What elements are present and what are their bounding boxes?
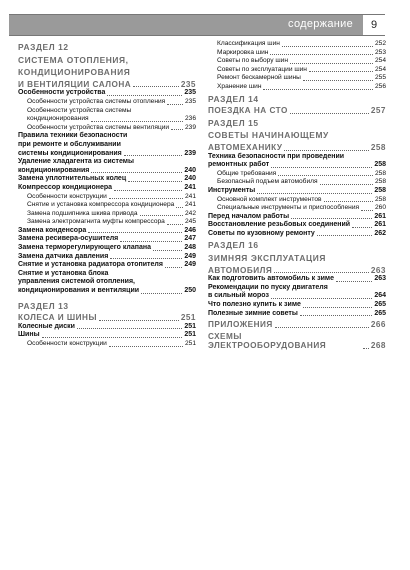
toc-entry[interactable] [208, 292, 386, 301]
toc-entry[interactable] [18, 287, 196, 296]
page-header [9, 14, 385, 36]
toc-entry[interactable] [208, 204, 386, 213]
toc-entry[interactable] [18, 340, 196, 349]
dot-leader [309, 71, 373, 72]
toc-page-number: 258 [374, 195, 386, 203]
dot-leader [91, 172, 182, 173]
toc-entry-title: Маркировка шин [217, 48, 269, 56]
toc-page-number: 268 [370, 341, 386, 351]
dot-leader [303, 307, 372, 308]
section-heading: СОВЕТЫ НАЧИНАЮЩЕМУ [208, 130, 329, 141]
toc-entry-title: Замена уплотнительных колец [18, 175, 127, 183]
toc-entry-title: И ВЕНТИЛЯЦИИ САЛОНА [18, 79, 132, 89]
toc-entry-title: Рекомендации по пуску двигателя [208, 283, 328, 291]
toc-page-number: 258 [370, 142, 386, 152]
toc-entry-title: Снятие и установка блока [18, 269, 109, 277]
dot-leader [171, 129, 183, 130]
toc-page-number: 258 [374, 186, 386, 194]
dot-leader [114, 190, 182, 191]
toc-page-number: 240 [184, 175, 196, 183]
toc-page-number: 254 [374, 65, 386, 73]
section-heading: ЗИМНЯЯ ЭКСПЛУАТАЦИЯ [208, 253, 326, 264]
dot-leader [128, 181, 182, 182]
toc-page-number: 240 [184, 166, 196, 174]
toc-entry[interactable] [208, 74, 386, 83]
toc-entry-title: Безопасный подъем автомобиля [217, 178, 318, 186]
toc-entry-title: Колесные диски [18, 322, 75, 330]
dot-leader [291, 218, 372, 219]
toc-entry-title: Особенности конструкции [27, 192, 107, 200]
toc-entry-title: при ремонте и обслуживании [18, 140, 121, 148]
toc-section-entry[interactable] [18, 313, 196, 323]
dot-leader [153, 250, 182, 251]
dot-leader [99, 320, 179, 321]
section-heading: РАЗДЕЛ 16 [208, 240, 259, 251]
toc-entry-title: Что полезно купить к зиме [208, 301, 301, 309]
dot-leader [324, 201, 373, 202]
toc-section-entry[interactable] [208, 332, 386, 351]
dot-leader [167, 104, 183, 105]
section-heading: КОНДИЦИОНИРОВАНИЯ [18, 67, 131, 78]
dot-leader [120, 241, 182, 242]
toc-page-number: 235 [180, 79, 196, 89]
toc-page-number: 248 [184, 244, 196, 252]
dot-leader [303, 80, 373, 81]
section-heading: РАЗДЕЛ 13 [18, 300, 69, 311]
toc-entry[interactable] [18, 331, 196, 340]
toc-entry-title: Техника безопасности при проведении [208, 152, 345, 160]
dot-leader [107, 95, 182, 96]
toc-entry-title: Хранение шин [217, 82, 262, 90]
toc-page-number: 241 [184, 192, 196, 200]
toc-entry-title: Удаление хладагента из системы [18, 158, 134, 166]
dot-leader [275, 327, 369, 328]
dot-leader [363, 348, 369, 349]
toc-entry-line [18, 141, 196, 150]
toc-entry[interactable] [18, 115, 196, 124]
toc-entry-title: системы кондиционирования [18, 149, 122, 157]
toc-page-number: 252 [374, 40, 386, 47]
toc-entry[interactable] [208, 196, 386, 205]
toc-page-number: 265 [374, 309, 386, 317]
toc-left-column [18, 40, 196, 349]
toc-entry-title: Основной комплект инструментов [217, 195, 322, 203]
dot-leader [317, 235, 372, 236]
toc-entry[interactable] [208, 161, 386, 170]
toc-entry[interactable] [18, 98, 196, 107]
toc-entry-title: Специальные инструменты и приспособления [217, 204, 360, 212]
toc-entry-title: КОЛЕСА И ШИНЫ [18, 313, 97, 323]
toc-page-number: 260 [374, 204, 386, 212]
dot-leader [88, 232, 182, 233]
toc-page-number: 251 [184, 340, 196, 347]
toc-page-number: 266 [370, 320, 386, 330]
toc-page-number: 239 [184, 149, 196, 157]
dot-leader [257, 193, 372, 194]
section-heading: РАЗДЕЛ 15 [208, 117, 259, 128]
toc-entry-title: Замена датчика давления [18, 252, 109, 260]
toc-page-number: 258 [374, 169, 386, 177]
dot-leader [140, 215, 183, 216]
toc-page-number: 256 [374, 82, 386, 90]
dot-leader [271, 167, 372, 168]
toc-entry-line [18, 158, 196, 167]
toc-entry[interactable] [208, 230, 386, 239]
toc-entry-line [18, 132, 196, 141]
header-title: содержание [288, 18, 353, 30]
toc-entry-title: Правила техники безопасности [18, 132, 128, 140]
dot-leader [77, 328, 182, 329]
toc-page-number: 264 [374, 292, 386, 300]
toc-entry-title: Особенности устройства системы отопления [27, 97, 166, 105]
dot-leader [361, 210, 373, 211]
toc-entry[interactable] [18, 218, 196, 227]
toc-page-number: 255 [374, 74, 386, 82]
dot-leader [124, 155, 183, 156]
toc-entry-line [208, 153, 386, 162]
toc-entry-title: Компрессор кондиционера [18, 183, 113, 191]
toc-entry-title: Советы по выбору шин [217, 57, 288, 65]
toc-entry[interactable] [18, 150, 196, 159]
toc-section-entry[interactable] [208, 143, 386, 153]
toc-page-number: 249 [184, 252, 196, 260]
toc-entry-title: Полезные зимние советы [208, 309, 298, 317]
toc-entry-title: Замена конденсора [18, 226, 87, 234]
section-heading: СИСТЕМА ОТОПЛЕНИЯ, [18, 54, 129, 65]
toc-entry-title: ремонтных работ [208, 161, 270, 169]
toc-page-number: 235 [184, 89, 196, 97]
section-heading: РАЗДЕЛ 14 [208, 93, 259, 104]
dot-leader [270, 54, 373, 55]
toc-page-number: 249 [184, 261, 196, 269]
toc-entry-title: Замена подшипника шкива привода [27, 209, 138, 217]
toc-entry-title: кондиционирования [27, 115, 89, 123]
dot-leader [278, 175, 373, 176]
toc-entry[interactable] [18, 193, 196, 202]
toc-page-number: 265 [374, 301, 386, 309]
toc-entry-title: Особенности устройства системы вентиляции [27, 123, 170, 131]
toc-entry-title: управления системой отопления, [18, 278, 135, 286]
toc-page-number: 251 [184, 322, 196, 330]
dot-leader [274, 272, 369, 273]
toc-entry-title: Классификация шин [217, 40, 280, 47]
toc-entry[interactable] [18, 201, 196, 210]
toc-entry[interactable] [18, 184, 196, 193]
dot-leader [300, 315, 372, 316]
toc-entry-title: Замена терморегулирующего клапана [18, 244, 151, 252]
toc-page-number: 263 [374, 275, 386, 283]
dot-leader [290, 63, 373, 64]
toc-entry-title: Замена ресивера-осушителя [18, 235, 119, 243]
toc-entry[interactable] [208, 57, 386, 66]
toc-entry[interactable] [18, 261, 196, 270]
toc-entry-title: Советы по эксплуатации шин [217, 65, 307, 73]
toc-entry-title: Общие требования [217, 169, 277, 177]
toc-entry[interactable] [18, 167, 196, 176]
toc-entry-title: СХЕМЫ ЭЛЕКТРООБОРУДОВАНИЯ [208, 331, 327, 351]
dot-leader [263, 89, 373, 90]
section-heading: РАЗДЕЛ 12 [18, 42, 69, 52]
toc-entry-title: Шины [18, 331, 40, 339]
toc-entry-title: Особенности устройства системы [27, 106, 132, 114]
toc-entry-title: АВТОМЕХАНИКУ [208, 142, 283, 152]
toc-entry-title: Замена электромагнита муфты компрессора [27, 218, 165, 226]
toc-entry[interactable] [208, 178, 386, 187]
toc-entry-title: Восстановление резьбовых соединений [208, 221, 351, 229]
dot-leader [42, 337, 183, 338]
toc-section-entry[interactable] [208, 266, 386, 276]
toc-entry[interactable] [18, 175, 196, 184]
dot-leader [336, 281, 372, 282]
dot-leader [133, 86, 179, 87]
dot-leader [352, 227, 372, 228]
toc-page-number: 261 [374, 212, 386, 220]
toc-entry-title: кондиционирования и вентиляции [18, 287, 140, 295]
toc-section-entry[interactable] [18, 80, 196, 90]
toc-page-number: 245 [184, 218, 196, 226]
toc-entry-title: Особенности конструкции [27, 340, 107, 347]
toc-page-number: 242 [184, 209, 196, 217]
toc-entry-title: Инструменты [208, 186, 256, 194]
toc-entry[interactable] [18, 244, 196, 253]
section-gap [18, 296, 196, 299]
toc-page-number: 241 [184, 201, 196, 209]
dot-leader [290, 113, 369, 114]
toc-entry-title: АВТОМОБИЛЯ [208, 265, 273, 275]
toc-entry-title: Снятие и установка компрессора кондиционера [27, 201, 175, 209]
toc-page-number: 235 [184, 97, 196, 105]
toc-entry-title: в сильный мороз [208, 292, 269, 300]
toc-page-number: 241 [184, 183, 196, 191]
toc-entry[interactable] [18, 227, 196, 236]
toc-entry-title: Как подготовить автомобиль к зиме [208, 275, 334, 283]
dot-leader [271, 298, 372, 299]
dot-leader [109, 346, 183, 347]
toc-entry[interactable] [208, 221, 386, 230]
toc-page-number: 239 [184, 123, 196, 131]
toc-entry[interactable] [208, 40, 386, 49]
toc-page-number: 251 [184, 331, 196, 339]
dot-leader [141, 293, 182, 294]
toc-entry[interactable] [18, 253, 196, 262]
toc-entry-title: ПОЕЗДКА НА СТО [208, 106, 288, 116]
toc-entry[interactable] [18, 323, 196, 332]
toc-entry[interactable] [208, 49, 386, 58]
toc-entry-title: кондиционирования [18, 166, 90, 174]
toc-page-number: 258 [374, 178, 386, 186]
dot-leader [165, 267, 182, 268]
toc-entry[interactable] [208, 213, 386, 222]
toc-page-number: 261 [374, 221, 386, 229]
toc-entry-title: Снятие и установка радиатора отопителя [18, 261, 163, 269]
toc-entry[interactable] [208, 83, 386, 92]
dot-leader [110, 258, 182, 259]
toc-entry-title: ПРИЛОЖЕНИЯ [208, 320, 273, 330]
toc-page-number: 263 [370, 265, 386, 275]
toc-page-number: 257 [370, 106, 386, 116]
toc-entry-title: Советы по кузовному ремонту [208, 229, 315, 237]
toc-entry[interactable] [208, 301, 386, 310]
toc-entry-title: Особенности устройства [18, 89, 106, 97]
toc-page-number: 254 [374, 57, 386, 65]
toc-section-entry[interactable] [208, 106, 386, 116]
toc-entry[interactable] [208, 275, 386, 284]
toc-entry-title: Перед началом работы [208, 212, 290, 220]
dot-leader [282, 46, 373, 47]
toc-page-number: 247 [184, 235, 196, 243]
dot-leader [284, 150, 368, 151]
toc-page-number: 253 [374, 48, 386, 56]
toc-right-column [208, 40, 386, 351]
toc-entry[interactable] [18, 210, 196, 219]
toc-page-number: 262 [374, 229, 386, 237]
toc-page-number: 250 [184, 287, 196, 295]
toc-entry[interactable] [208, 187, 386, 196]
toc-entry[interactable] [18, 235, 196, 244]
toc-entry[interactable] [208, 310, 386, 319]
toc-section-entry[interactable] [208, 320, 386, 330]
toc-entry-line [18, 107, 196, 116]
toc-page-number: 246 [184, 226, 196, 234]
dot-leader [320, 184, 373, 185]
dot-leader [109, 198, 183, 199]
dot-leader [91, 121, 183, 122]
toc-page-number: 251 [180, 313, 196, 323]
toc-entry[interactable] [18, 89, 196, 98]
dot-leader [167, 224, 183, 225]
toc-entry-title: Ремонт бескамерной шины [217, 74, 301, 82]
dot-leader [176, 207, 183, 208]
page-number: 9 [363, 15, 385, 35]
toc-page-number: 258 [374, 161, 386, 169]
toc-page-number: 236 [184, 115, 196, 123]
toc-entry-line [18, 278, 196, 287]
